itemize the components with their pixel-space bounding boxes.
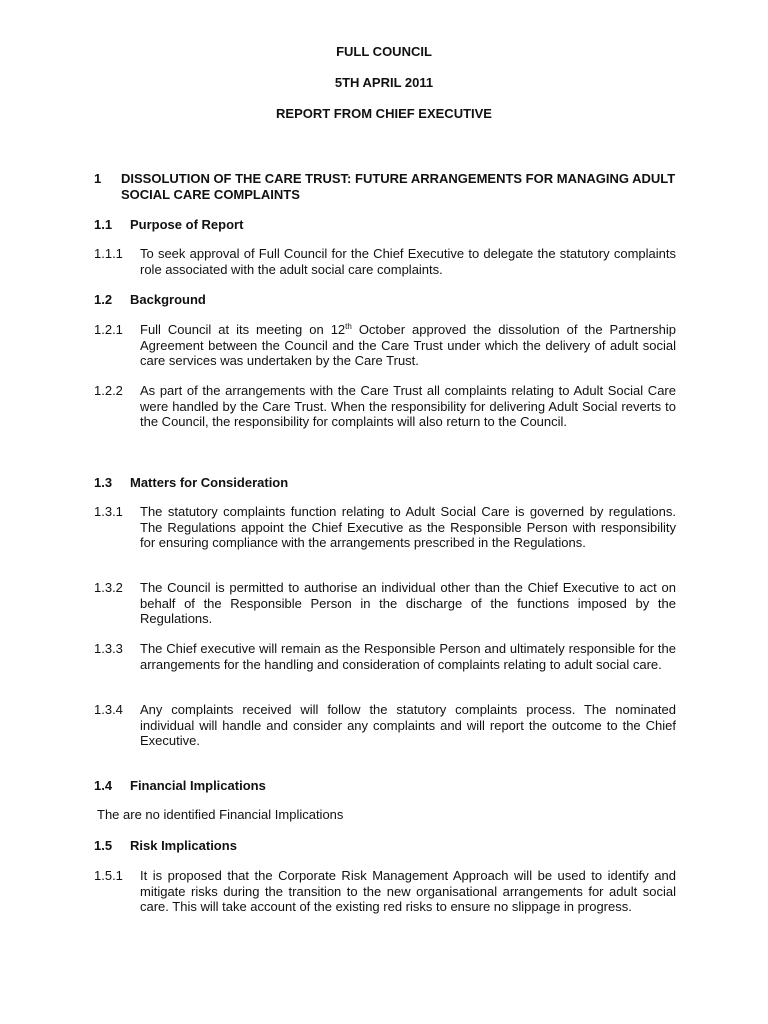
superscript: th	[345, 322, 352, 331]
section-number: 1	[94, 171, 102, 186]
section-title: Financial Implications	[130, 778, 266, 793]
paragraph-text: It is proposed that the Corporate Risk Management Approach will be used to identify and mitigate risks during the transition to the new organisational arrangements for adult social care. This will take account of the existing red risks to ensure no slippage in progress.	[140, 868, 676, 914]
text-part: October approved the dissolution of the Partnership Agreement between the Council and the Care Trust under which the delivery of adult social care services was undertaken by the Care Trust.	[140, 322, 677, 368]
report-title: REPORT FROM CHIEF EXECUTIVE	[276, 106, 492, 121]
paragraph-number: 1.5.1	[94, 868, 123, 883]
section-title: Risk Implications	[130, 838, 237, 853]
paragraph-text: The Council is permitted to authorise an individual other than the Chief Executive to act on behalf of the Responsible Person in the discharge of the functions imposed by the Regulations.	[140, 580, 676, 626]
paragraph-number: 1.3.4	[94, 702, 123, 717]
section-title: Matters for Consideration	[130, 475, 289, 490]
paragraph-number: 1.3.1	[94, 504, 123, 519]
text-part: Full Council at its meeting on 12	[140, 322, 346, 337]
meeting-date: 5TH APRIL 2011	[334, 75, 434, 90]
paragraph-number: 1.3.2	[94, 580, 123, 595]
section-title: Background	[130, 292, 206, 307]
financial-implications-text: The are no identified Financial Implications	[97, 807, 344, 822]
paragraph-text: Any complaints received will follow the statutory complaints process. The nominated individual will handle and consider any complaints and will report the outcome to the Chief Executive.	[140, 702, 676, 748]
paragraph-number: 1.3.3	[94, 641, 123, 656]
paragraph-text: To seek approval of Full Council for the Chief Executive to delegate the statutory complaints role associated with the adult social care complaints.	[140, 246, 676, 277]
paragraph-text: As part of the arrangements with the Care Trust all complaints relating to Adult Social Care were handled by the Care Trust. When the responsibility for delivering Adult Social reverts to the Council, the responsibility for complaints will also return to the Council.	[140, 383, 676, 429]
section-number: 1.2	[94, 292, 113, 307]
meeting-title: FULL COUNCIL	[336, 44, 432, 59]
section-number: 1.5	[94, 838, 113, 853]
paragraph-text: The Chief executive will remain as the Responsible Person and ultimately responsible for the arrangements for the handling and consideration of complaints relating to adult social care.	[140, 641, 676, 672]
section-title: Purpose of Report	[130, 217, 244, 232]
section-title: DISSOLUTION OF THE CARE TRUST: FUTURE ARRANGEMENTS FOR MANAGING ADULT SOCIAL CARE COMPLAINTS	[121, 171, 676, 202]
section-number: 1.4	[94, 778, 113, 793]
paragraph-number: 1.2.1	[94, 322, 123, 337]
paragraph-text: The statutory complaints function relating to Adult Social Care is governed by regulations. The Regulations appoint the Chief Executive as the Responsible Person with responsibility for ensuring compliance with the arrangements prescribed in the Regulations.	[140, 504, 676, 550]
paragraph-number: 1.2.2	[94, 383, 123, 398]
section-number: 1.3	[94, 475, 113, 490]
paragraph-text	[140, 322, 676, 369]
paragraph-number: 1.1.1	[94, 246, 123, 261]
section-number: 1.1	[94, 217, 113, 232]
